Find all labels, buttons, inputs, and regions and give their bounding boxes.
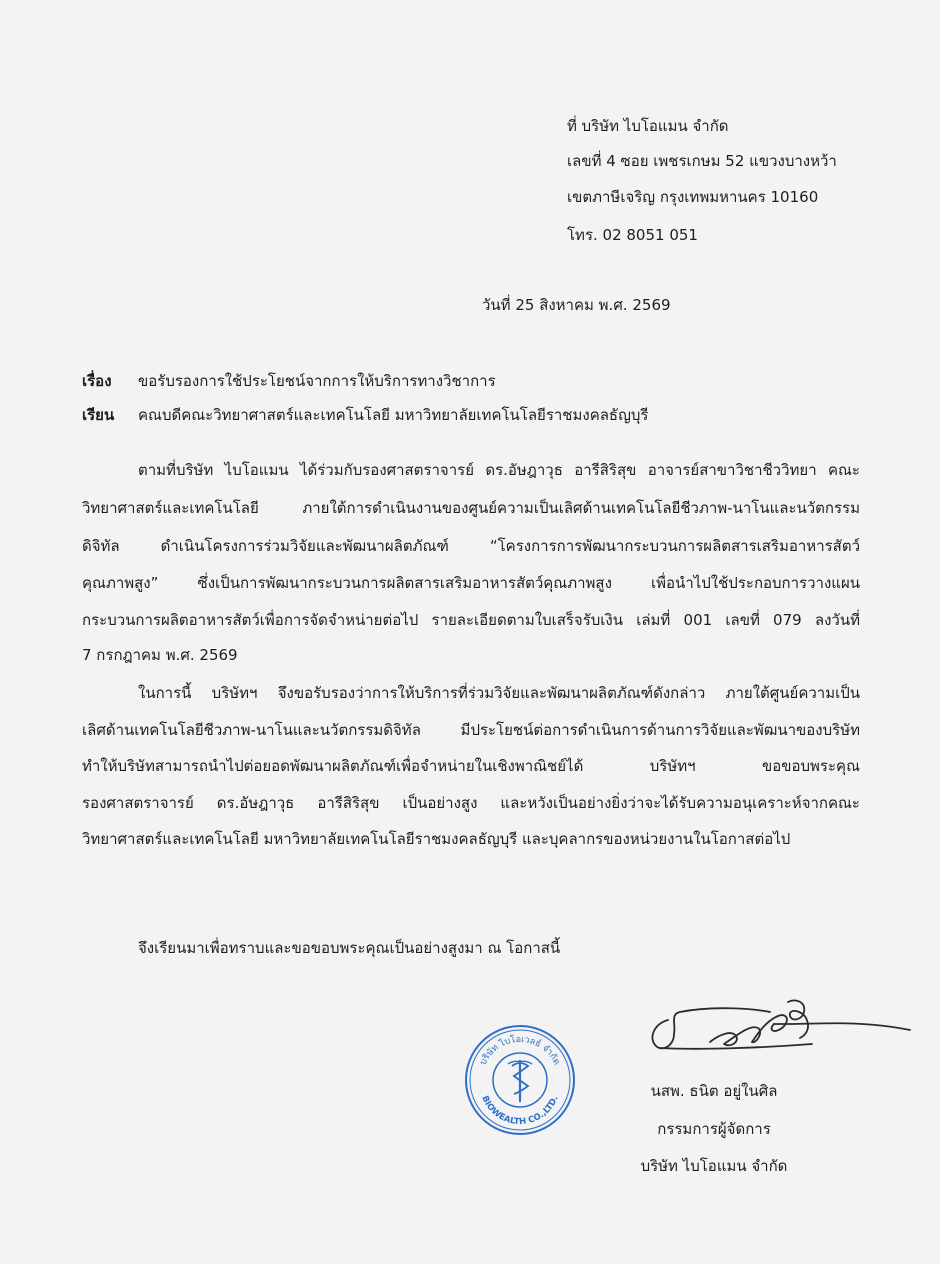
stamp-bottom-text: BIOWEALTH CO.,LTD. [479, 1094, 561, 1128]
sender-line-2: เลขที่ 4 ซอย เพชรเกษม 52 แขวงบางหว้า [567, 152, 837, 170]
company-stamp [462, 1022, 578, 1138]
paragraph-2-line: ทำให้บริษัทสามารถนำไปต่อยอดพัฒนาผลิตภัณฑ์เพื่อจำหน่ายในเชิงพาณิชย์ได้ บริษัทฯ ขอขอบพระคุณ [82, 757, 860, 775]
paragraph-1-line: 7 กรกฎาคม พ.ศ. 2569 [82, 646, 238, 664]
sender-line-1: ที่ บริษัท ไบโอแมน จำกัด [567, 117, 729, 135]
paragraph-2-line: เลิศด้านเทคโนโลยีชีวภาพ-นาโนและนวัตกรรมดิจิทัล มีประโยชน์ต่อการดำเนินการด้านการวิจัยและพัฒนาของบริษัท [82, 721, 860, 739]
letter-date: วันที่ 25 สิงหาคม พ.ศ. 2569 [482, 296, 671, 314]
signatory-company: บริษัท ไบโอแมน จำกัด [640, 1157, 788, 1175]
stamp-top-text: บริษัท ไบโอเวลธ์ จำกัด [478, 1034, 562, 1067]
paragraph-2-line: รองศาสตราจารย์ ดร.อัษฎาวุธ อารีสิริสุข เป็นอย่างสูง และหวังเป็นอย่างยิ่งว่าจะได้รับความอนุเคราะห์จากคณะ [82, 794, 860, 812]
signatory-position: กรรมการผู้จัดการ [657, 1120, 771, 1138]
sender-line-3: เขตภาษีเจริญ กรุงเทพมหานคร 10160 [567, 188, 819, 206]
paragraph-1-line: ดิจิทัล ดำเนินโครงการร่วมวิจัยและพัฒนาผลิตภัณฑ์ “โครงการการพัฒนากระบวนการผลิตสารเสริมอาหารสัตว์ [82, 537, 860, 555]
sender-line-4: โทร. 02 8051 051 [567, 226, 698, 244]
paragraph-1-line: คุณภาพสูง” ซึ่งเป็นการพัฒนากระบวนการผลิตสารเสริมอาหารสัตว์คุณภาพสูง เพื่อนำไปใช้ประกอบการวางแผน [82, 574, 860, 592]
subject-text: ขอรับรองการใช้ประโยชน์จากการให้บริการทางวิชาการ [138, 372, 496, 390]
paragraph-2-line: วิทยาศาสตร์และเทคโนโลยี มหาวิทยาลัยเทคโนโลยีราชมงคลธัญบุรี และบุคลากรของหน่วยงานในโอกาสต่อไป [82, 830, 791, 848]
signatory-name: นสพ. ธนิต อยู่ในศิล [650, 1082, 778, 1100]
recipient-label: เรียน [82, 406, 115, 424]
closing-line: จึงเรียนมาเพื่อทราบและขอขอบพระคุณเป็นอย่างสูงมา ณ โอกาสนี้ [138, 939, 561, 957]
paragraph-1-line: ตามที่บริษัท ไบโอแมน ได้ร่วมกับรองศาสตราจารย์ ดร.อัษฎาวุธ อารีสิริสุข อาจารย์สาขาวิชาชีววิทยา คณะ [138, 461, 860, 479]
paragraph-1-line: วิทยาศาสตร์และเทคโนโลยี ภายใต้การดำเนินงานของศูนย์ความเป็นเลิศด้านเทคโนโลยีชีวภาพ-นาโนและนวัตกรรม [82, 499, 860, 517]
paragraph-2-line: ในการนี้ บริษัทฯ จึงขอรับรองว่าการให้บริการที่ร่วมวิจัยและพัฒนาผลิตภัณฑ์ดังกล่าว ภายใต้ศูนย์ความเป็น [138, 684, 860, 702]
paragraph-1-line: กระบวนการผลิตอาหารสัตว์เพื่อการจัดจำหน่ายต่อไป รายละเอียดตามใบเสร็จรับเงิน เล่มที่ 001 เลขที่ 079 ลงวันที่ [82, 611, 860, 629]
recipient-text: คณบดีคณะวิทยาศาสตร์และเทคโนโลยี มหาวิทยาลัยเทคโนโลยีราชมงคลธัญบุรี [138, 406, 649, 424]
handwritten-signature [640, 990, 920, 1070]
subject-label: เรื่อง [82, 372, 112, 390]
